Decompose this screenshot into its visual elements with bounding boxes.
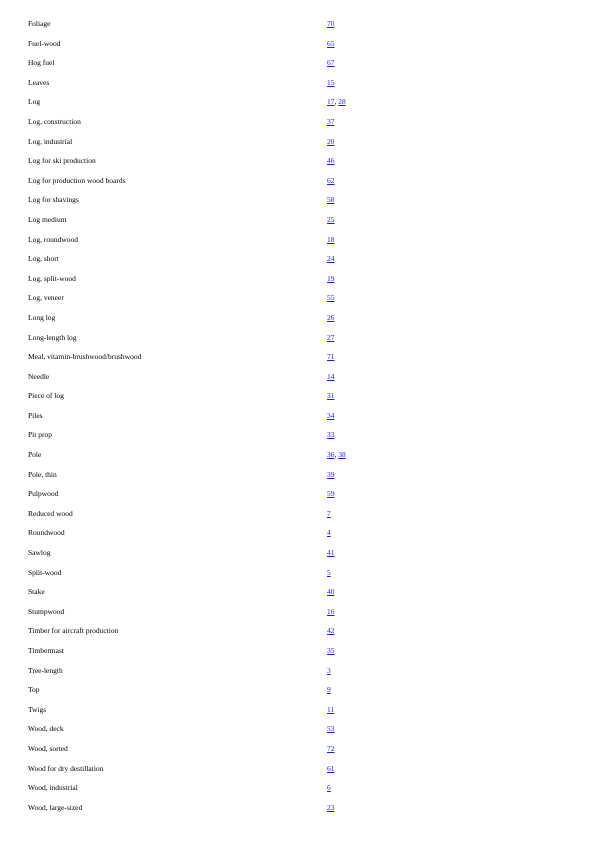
ref-link[interactable]: 9	[327, 685, 331, 695]
index-row	[0, 544, 595, 564]
index-refs	[327, 607, 335, 617]
index-row	[0, 760, 595, 780]
ref-link[interactable]: 28	[338, 97, 346, 107]
index-refs	[327, 411, 335, 421]
ref-link[interactable]: 24	[327, 254, 335, 264]
index-term: Sawlog	[28, 548, 51, 558]
ref-link[interactable]: 20	[327, 136, 335, 146]
index-refs	[327, 391, 335, 401]
index-refs	[327, 372, 335, 382]
index-term: Long log	[28, 312, 56, 322]
index-row	[0, 505, 595, 525]
index-term: Reduced wood	[28, 508, 73, 518]
ref-link[interactable]: 19	[327, 273, 335, 283]
index-term: Twigs	[28, 704, 47, 714]
index-refs	[327, 78, 335, 88]
index-refs	[327, 97, 346, 107]
index-term: Log, short	[28, 254, 59, 264]
ref-link[interactable]: 33	[327, 430, 335, 440]
ref-link[interactable]: 11	[327, 704, 335, 714]
index-term: Needle	[28, 371, 50, 381]
index-row	[0, 348, 595, 368]
index-row	[0, 152, 595, 172]
ref-link[interactable]: 42	[327, 626, 335, 636]
ref-link[interactable]: 27	[327, 332, 335, 342]
index-term: Timber for aircraft production	[28, 626, 119, 636]
index-term: Roundwood	[28, 528, 65, 538]
index-term: Top	[28, 685, 40, 695]
index-row	[0, 93, 595, 113]
index-refs	[327, 685, 331, 695]
index-refs	[327, 235, 335, 245]
index-row	[0, 446, 595, 466]
index-term: Meal, vitamin-brushwood/brushwood	[28, 352, 142, 362]
index-refs	[327, 783, 331, 793]
index-row	[0, 329, 595, 349]
index-term: Leaves	[28, 77, 50, 87]
index-term: Log for ski production	[28, 156, 96, 166]
ref-link[interactable]: 35	[327, 646, 335, 655]
index-term: Wood, deck	[28, 724, 64, 734]
index-refs	[327, 117, 335, 127]
index-term: Stumpwood	[28, 606, 65, 616]
index-row	[0, 270, 595, 290]
ref-link[interactable]: 62	[327, 175, 335, 185]
ref-link[interactable]: 53	[327, 724, 335, 734]
index-refs	[327, 274, 335, 284]
ref-link[interactable]: 4	[327, 528, 331, 538]
index-term: Log for production wood boards	[28, 175, 126, 185]
index-refs	[327, 176, 335, 186]
index-refs	[327, 528, 331, 538]
ref-link[interactable]: 55	[327, 293, 335, 303]
index-row	[0, 426, 595, 446]
index-row	[0, 113, 595, 133]
index-refs	[327, 744, 335, 754]
ref-link[interactable]: 17	[327, 97, 335, 107]
ref-link[interactable]: 31	[327, 391, 335, 401]
index-refs	[327, 489, 335, 499]
index-row	[0, 35, 595, 55]
index-row	[0, 15, 595, 35]
index-row	[0, 54, 595, 74]
index-refs	[327, 313, 335, 323]
index-row	[0, 662, 595, 682]
index-term: Piles	[28, 410, 43, 420]
index-term: Wood for dry destillation	[28, 763, 104, 773]
ref-link[interactable]: 5	[327, 567, 331, 577]
index-row	[0, 701, 595, 721]
ref-link[interactable]: 26	[327, 312, 335, 322]
index-refs	[327, 352, 335, 362]
index-row	[0, 681, 595, 701]
index-row	[0, 309, 595, 329]
index-refs	[327, 568, 331, 578]
index-row	[0, 211, 595, 231]
index-term: Foliage	[28, 19, 51, 28]
index-term: Tree-length	[28, 665, 63, 675]
ref-link[interactable]: 67	[327, 58, 335, 68]
ref-link[interactable]: 71	[327, 352, 335, 362]
ref-link[interactable]: 39	[327, 469, 335, 479]
index-term: Pit prop	[28, 430, 52, 440]
index-term: Log for shavings	[28, 195, 79, 205]
ref-link[interactable]: 7	[327, 508, 331, 518]
ref-link[interactable]: 40	[327, 587, 335, 597]
index-row	[0, 524, 595, 544]
index-term: Log, construction	[28, 116, 81, 126]
index-refs	[327, 137, 335, 147]
index-refs	[327, 705, 334, 715]
index-row	[0, 133, 595, 153]
index-term: Log, split-wood	[28, 273, 76, 283]
index-row	[0, 740, 595, 760]
index-term: Pulpwood	[28, 489, 59, 499]
index-refs	[327, 666, 331, 676]
index-refs	[327, 430, 335, 440]
index-term: Log, veneer	[28, 293, 64, 303]
index-refs	[327, 724, 335, 734]
index-refs	[327, 254, 335, 264]
index-term: Piece of log	[28, 391, 64, 401]
index-row	[0, 368, 595, 388]
index-term: Timbermast	[28, 646, 64, 655]
index-refs	[327, 587, 335, 597]
index-refs	[327, 39, 335, 49]
index-term: Log	[28, 97, 41, 107]
ref-link[interactable]: 16	[327, 606, 335, 616]
ref-link[interactable]: 61	[327, 763, 335, 773]
ref-link[interactable]: 23	[327, 802, 335, 812]
index-term: Wood, large-sized	[28, 802, 83, 812]
index-refs	[327, 626, 335, 636]
index-term: Stake	[28, 587, 45, 597]
ref-link[interactable]: 41	[327, 548, 335, 558]
index-refs	[327, 548, 335, 558]
ref-separator: ,	[334, 450, 339, 460]
ref-link[interactable]: 59	[327, 489, 335, 499]
index-term: Split-wood	[28, 567, 62, 577]
ref-link[interactable]: 70	[327, 19, 335, 28]
ref-link[interactable]: 36	[327, 450, 335, 460]
index-row	[0, 642, 595, 662]
ref-link[interactable]: 46	[327, 156, 335, 166]
index-refs	[327, 803, 335, 813]
ref-link[interactable]: 72	[327, 743, 335, 753]
ref-link[interactable]: 25	[327, 214, 335, 224]
index-term: Log, industrial	[28, 136, 73, 146]
index-row	[0, 289, 595, 309]
ref-link[interactable]: 37	[327, 116, 335, 126]
index-refs	[327, 58, 335, 68]
index-term: Long-length log	[28, 332, 77, 342]
index-row	[0, 74, 595, 94]
index-row	[0, 250, 595, 270]
index-term: Hog fuel	[28, 58, 55, 68]
index-row	[0, 407, 595, 427]
index-row	[0, 779, 595, 799]
index-refs	[327, 215, 335, 225]
ref-link[interactable]: 34	[327, 410, 335, 420]
ref-link[interactable]: 65	[327, 38, 335, 48]
index-refs	[327, 19, 335, 29]
index-row	[0, 231, 595, 251]
index-row	[0, 387, 595, 407]
index-refs	[327, 333, 335, 343]
index-row	[0, 720, 595, 740]
index-row	[0, 191, 595, 211]
index-row	[0, 799, 595, 819]
index-row	[0, 466, 595, 486]
ref-link[interactable]: 18	[327, 234, 335, 244]
index-refs	[327, 470, 335, 480]
ref-separator: ,	[334, 97, 339, 107]
index-refs	[327, 646, 335, 656]
index-row	[0, 172, 595, 192]
index-refs	[327, 509, 331, 519]
index-refs	[327, 195, 335, 205]
index-row	[0, 622, 595, 642]
index-term: Log medium	[28, 214, 67, 224]
ref-link[interactable]: 14	[327, 371, 335, 381]
index-row	[0, 583, 595, 603]
ref-link[interactable]: 38	[338, 450, 346, 460]
index-row	[0, 603, 595, 623]
index-term: Wood, industrial	[28, 783, 78, 793]
index-refs	[327, 156, 335, 166]
ref-link[interactable]: 6	[327, 783, 331, 793]
ref-link[interactable]: 3	[327, 665, 331, 675]
index-refs	[327, 293, 335, 303]
index-term: Fuel-wood	[28, 38, 61, 48]
ref-link[interactable]: 15	[327, 77, 335, 87]
index-refs	[327, 450, 346, 460]
index-term: Wood, sorted	[28, 743, 68, 753]
index-list	[0, 15, 595, 818]
index-row	[0, 564, 595, 584]
index-row	[0, 485, 595, 505]
ref-link[interactable]: 58	[327, 195, 335, 205]
index-term: Pole, thin	[28, 469, 57, 479]
index-term: Log, roundwood	[28, 234, 78, 244]
index-refs	[327, 764, 335, 774]
index-term: Pole	[28, 450, 42, 460]
